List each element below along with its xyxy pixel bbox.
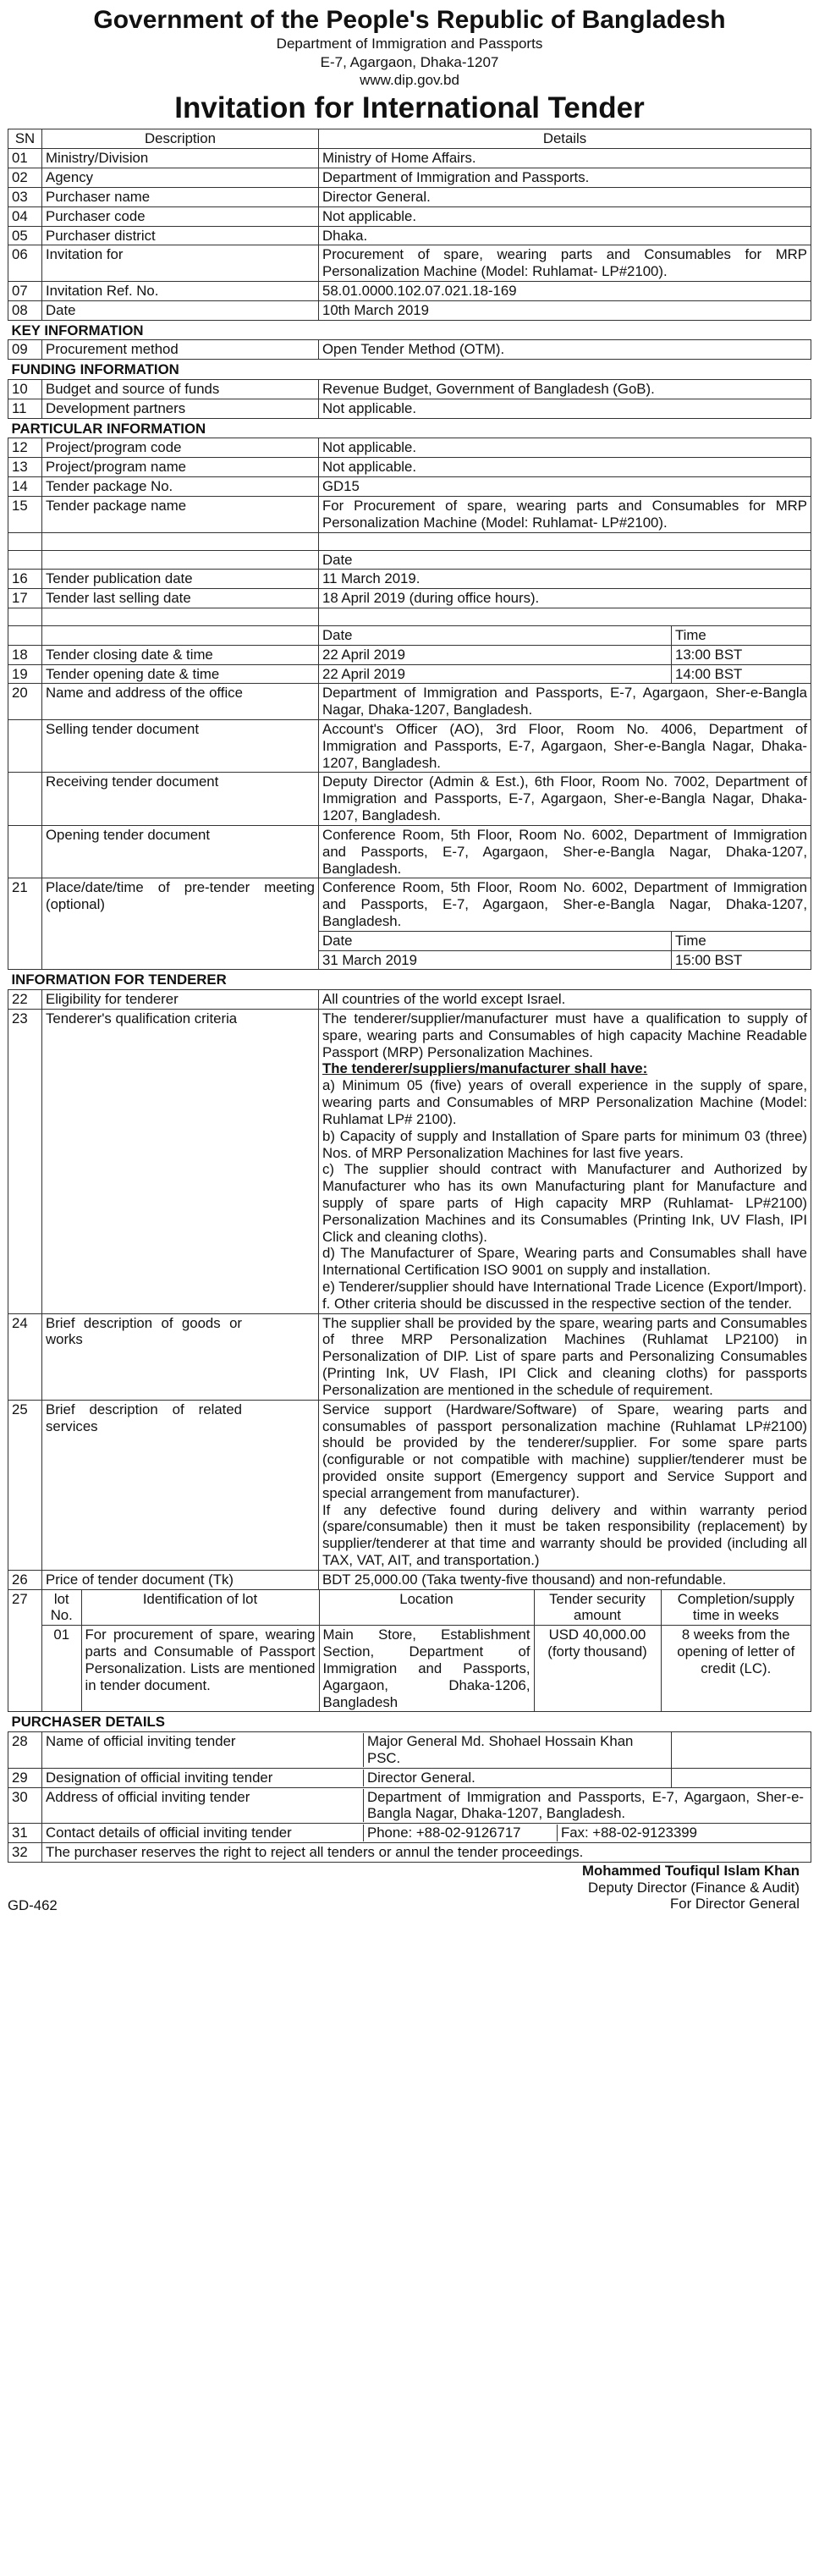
row-label: Invitation for [42,245,319,282]
section-heading-particular: PARTICULAR INFORMATION [8,418,811,438]
blank-row [8,608,811,625]
row-sn: 03 [8,187,42,206]
row-value: GD15 [319,477,811,497]
row-label: Contact details of official inviting tender [46,1825,292,1841]
row-value: Department of Immigration and Passports, E-7, Agargaon, Sher-e-Bangla Nagar, Dhaka-1207, Bangladesh. [319,684,811,720]
lot-security: USD 40,000.00 (forty thousand) [534,1626,661,1712]
purchaser-row [42,1824,811,1843]
department-address: E-7, Agargaon, Dhaka-1207 [320,53,499,70]
table-row [8,1570,811,1589]
notice-title: Invitation for International Tender [174,91,645,125]
row-value: Not applicable. [319,399,811,418]
government-title: Government of the People's Republic of Bangladesh [93,6,726,34]
row-sn: 12 [8,438,42,458]
row-label: Tender closing date & time [42,645,319,664]
table-row [8,168,811,188]
row-label: Name of official inviting tender [46,1733,236,1750]
row-value: Open Tender Method (OTM). [319,340,811,360]
row-date: 31 March 2019 [319,950,672,970]
notice-header [8,5,811,125]
row-sn: 27 [8,1589,42,1712]
table-row [8,245,811,282]
row-label: Purchaser district [42,226,319,245]
row-label: Receiving tender document [42,773,319,825]
date-time-subheader [8,625,811,645]
lot-table [42,1590,811,1712]
row-value: Major General Md. Shohael Hossain Khan PSC. [364,1733,668,1767]
row-value: Ministry of Home Affairs. [319,149,811,168]
row-sn: 25 [8,1400,42,1570]
purchaser-row [42,1732,672,1769]
row-sn: 30 [8,1787,42,1824]
table-row [8,990,811,1010]
lot-header-row [42,1590,811,1626]
row-sn: 09 [8,340,42,360]
row-label: Date [42,300,319,320]
row-time: 13:00 BST [672,645,811,664]
date-label: Date [319,931,672,950]
row-label: Budget and source of funds [42,380,319,399]
col-header-description: Description [42,129,319,149]
table-row [8,187,811,206]
row-date: 22 April 2019 [319,645,672,664]
row-sn: 21 [8,878,42,970]
signer-designation: Deputy Director (Finance & Audit) [588,1879,800,1896]
row-sn: 24 [8,1313,42,1400]
criteria-item: d) The Manufacturer of Spare, Wearing parts and Consumables shall have International Certification ISO 9001 on supply and installation. [322,1245,807,1279]
contact-phone: Phone: +88-02-9126717 [364,1825,558,1841]
row-label: Project/program name [42,458,319,477]
row-label: Project/program code [42,438,319,458]
table-row [8,149,811,168]
row-label: Tender package name [42,496,319,532]
lot-completion: 8 weeks from the opening of letter of credit (LC). [661,1626,811,1712]
row-label: Tender last selling date [42,589,319,608]
row-label: Price of tender document (Tk) [42,1570,319,1589]
row-label: Brief description of related services [42,1400,319,1570]
section-heading-purchaser: PURCHASER DETAILS [8,1712,811,1732]
services-para: If any defective found during delivery and within warranty period (spare/consumable) then it must be taken responsibility (replacement) by supplier/tenderer at that time and warranty should be provided (including all TAX, VAT, AIT, and transportation.) [322,1501,807,1568]
row-sn: 23 [8,1010,42,1314]
row-sn: 02 [8,168,42,188]
row-label: Address of official inviting tender [46,1788,250,1805]
row-sn: 16 [8,570,42,589]
table-row [8,825,811,878]
table-row [8,1400,811,1570]
row-value: Not applicable. [319,438,811,458]
signer-for: For Director General [670,1896,800,1913]
row-value: Department of Immigration and Passports. [319,168,811,188]
website-link[interactable]: www.dip.gov.bd [360,71,459,88]
criteria-item: e) Tenderer/supplier should have International Trade Licence (Export/Import). [322,1279,807,1295]
table-row [8,1843,811,1863]
tender-notice [8,5,811,1914]
row-sn: 15 [8,496,42,532]
contact-fax: Fax: +88-02-9123399 [558,1825,808,1841]
row-label: Selling tender document [42,720,319,773]
row-value: 11 March 2019. [319,570,811,589]
table-row [8,570,811,589]
row-sn: 10 [8,380,42,399]
criteria-item: b) Capacity of supply and Installation of Spare parts for minimum 03 (three) Nos. of MRP Personalization Machines for last five years. [322,1127,807,1161]
row-label: Invitation Ref. No. [42,281,319,300]
table-row [8,340,811,360]
row-sn: 01 [8,149,42,168]
row-sn: 29 [8,1768,42,1787]
row-value: 18 April 2019 (during office hours). [319,589,811,608]
row-value: Deputy Director (Admin & Est.), 6th Floor, Room No. 7002, Department of Immigration and Passports, E-7, Agargaon, Sher-e-Bangla Nagar, Dhaka-1207, Bangladesh. [319,773,811,825]
row-time: 15:00 BST [672,950,811,970]
col-header-sn: SN [8,129,42,149]
row-value: 10th March 2019 [319,300,811,320]
criteria-heading: The tenderer/suppliers/manufacturer shall have: [322,1060,648,1077]
table-row [8,878,811,931]
lot-header-ident: Identification of lot [81,1590,319,1626]
lot-header-time: Completion/supply time in weeks [661,1590,811,1626]
row-value: All countries of the world except Israel. [319,990,811,1010]
row-value: The supplier shall be provided by the spare, wearing parts and Consumables of three MRP Personalization Machines (Ruhlamat LP2100) in Personalization of DIP. List of spare parts and Personalizing Consumables (Printing Ink, UV Flash, IPI Click and cleaning cloths) for passports Personalization are mentioned in the schedule of requirement. [319,1313,811,1400]
row-sn: 13 [8,458,42,477]
row-sn: 32 [8,1843,42,1863]
department-name: Department of Immigration and Passports [276,36,543,52]
row-value: Conference Room, 5th Floor, Room No. 6002, Department of Immigration and Passports, E-7, Agargaon, Sher-e-Bangla Nagar, Dhaka-1207, Bangladesh. [319,825,811,878]
table-row [8,1589,811,1712]
row-value: Account's Officer (AO), 3rd Floor, Room No. 4006, Department of Immigration and Passports, E-7, Agargaon, Sher-e-Bangla Nagar, Dhaka-1207, Bangladesh. [319,720,811,773]
row-label: Tender publication date [42,570,319,589]
row-time: 14:00 BST [672,664,811,684]
table-row [8,1787,811,1824]
table-header-row [8,129,811,149]
row-value: The purchaser reserves the right to reject all tenders or annul the tender proceedings. [42,1843,811,1863]
table-row [8,380,811,399]
lot-header-security: Tender security amount [534,1590,661,1626]
lot-header-no: lot No. [42,1590,81,1626]
row-label: Tender opening date & time [42,664,319,684]
table-row [8,477,811,497]
row-value: Procurement of spare, wearing parts and Consumables for MRP Personalization Machine (Model: Ruhlamat- LP#2100). [319,245,811,282]
row-sn: 06 [8,245,42,282]
purchaser-row [42,1768,672,1787]
row-value: Director General. [319,187,811,206]
table-row [8,720,811,773]
row-label: Purchaser code [42,206,319,226]
row-sn: 28 [8,1732,42,1769]
table-row [8,773,811,825]
row-value: BDT 25,000.00 (Taka twenty-five thousand) and non-refundable. [319,1570,811,1589]
row-label: Purchaser name [42,187,319,206]
time-label: Time [672,625,811,645]
date-subheader [8,550,811,570]
row-label: Name and address of the office [42,684,319,720]
table-row [8,664,811,684]
criteria-item: a) Minimum 05 (five) years of overall experience in the supply of spare, wearing parts and Consumables of MRP Personalization Machine (Model: Ruhlamat LP# 2100). [322,1077,807,1127]
row-sn: 22 [8,990,42,1010]
table-row [8,226,811,245]
row-label: Ministry/Division [42,149,319,168]
lot-table-cell [42,1589,811,1712]
row-value: Department of Immigration and Passports, E-7, Agargaon, Sher-e-Bangla Nagar, Dhaka-1207, Bangladesh. [364,1789,808,1823]
table-row [8,1313,811,1400]
row-value: 58.01.0000.102.07.021.18-169 [319,281,811,300]
row-value: Not applicable. [319,206,811,226]
section-heading-key: KEY INFORMATION [8,320,811,340]
date-label: Date [319,550,811,570]
criteria-intro: The tenderer/supplier/manufacturer must have a qualification to supply of spare, wearing parts and Consumables of high capacity Machine Readable Passport (MRP) Personalization Machines. [322,1010,807,1060]
lot-header-location: Location [319,1590,534,1626]
table-row [8,645,811,664]
criteria-item: c) The supplier should contract with Manufacturer and Authorized by Manufacturer who has its own Manufacturing plant for Manufacture and supply of spare parts of High capacity MRP (Ruhlamat- LP#2100) Personalization Machines and its Consumables (Printing Ink, UV Flash, IPI Click and cleaning cloths). [322,1161,807,1245]
col-header-details: Details [319,129,811,149]
row-label: Opening tender document [42,825,319,878]
row-label: Place/date/time of pre-tender meeting (optional) [42,878,319,970]
services-para: Service support (Hardware/Software) of Spare, wearing parts and consumables of passport personalization machine (Ruhlamat LP#2100) should be provided by the tenderer/supplier. For some spare parts (configurable or not compatible with machine) supplier/tenderer must be provided onsite support (Emergency support and Service Support and special arrangement from manufacturer). [322,1401,807,1501]
time-label: Time [672,931,811,950]
row-value: Dhaka. [319,226,811,245]
row-label: Tender package No. [42,477,319,497]
section-heading-funding: FUNDING INFORMATION [8,360,811,380]
row-sn: 08 [8,300,42,320]
table-row [8,206,811,226]
criteria-item: f. Other criteria should be discussed in the respective section of the tender. [322,1295,793,1312]
row-sn: 07 [8,281,42,300]
signature-block [8,1863,811,1914]
row-value: Not applicable. [319,458,811,477]
row-sn: 26 [8,1570,42,1589]
lot-row [42,1626,811,1712]
row-label: Development partners [42,399,319,418]
table-row [8,1732,811,1769]
table-row [8,1824,811,1843]
row-value: Revenue Budget, Government of Bangladesh (GoB). [319,380,811,399]
row-value: For Procurement of spare, wearing parts and Consumables for MRP Personalization Machine (Model: Ruhlamat- LP#2100). [319,496,811,532]
tender-table [8,129,811,1862]
purchaser-row [42,1787,811,1824]
table-row [8,399,811,418]
row-label: Brief description of goods or works [42,1313,319,1400]
notice-code: GD-462 [8,1897,58,1914]
row-value: Director General. [364,1770,668,1786]
table-row [8,300,811,320]
table-row [8,281,811,300]
row-sn: 05 [8,226,42,245]
table-row [8,1010,811,1314]
row-label: Tenderer's qualification criteria [42,1010,319,1314]
row-sn: 31 [8,1824,42,1843]
qualification-criteria [319,1010,811,1314]
row-sn: 17 [8,589,42,608]
row-label: Eligibility for tenderer [42,990,319,1010]
table-row [8,1768,811,1787]
row-label: Procurement method [42,340,319,360]
row-date: 22 April 2019 [319,664,672,684]
row-sn: 20 [8,684,42,720]
lot-identification: For procurement of spare, wearing parts and Consumable of Passport Personalization. Lists are mentioned in tender document. [81,1626,319,1712]
row-sn: 11 [8,399,42,418]
lot-no: 01 [42,1626,81,1712]
row-label: Agency [42,168,319,188]
lot-location: Main Store, Establishment Section, Department of Immigration and Passports, Agargaon, Dhaka-1206, Bangladesh [319,1626,534,1712]
row-value [319,1400,811,1570]
row-value: Conference Room, 5th Floor, Room No. 6002, Department of Immigration and Passports, E-7, Agargaon, Sher-e-Bangla Nagar, Dhaka-1207, Bangladesh. [319,878,811,931]
section-heading-tenderer: INFORMATION FOR TENDERER [8,970,811,990]
row-sn: 04 [8,206,42,226]
row-sn: 14 [8,477,42,497]
row-sn: 18 [8,645,42,664]
table-row [8,589,811,608]
date-label: Date [319,625,672,645]
table-row [8,438,811,458]
blank-row [8,532,811,550]
row-sn: 19 [8,664,42,684]
table-row [8,458,811,477]
table-row [8,496,811,532]
row-label: Designation of official inviting tender [46,1769,273,1786]
table-row [8,684,811,720]
signer-name: Mohammed Toufiqul Islam Khan [581,1862,800,1879]
